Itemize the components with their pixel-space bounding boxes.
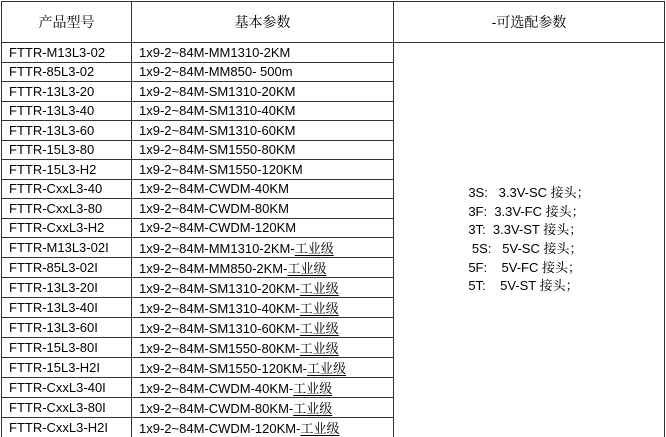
product-model-text: FTTR-CxxL3-40I (9, 380, 106, 395)
basic-params-text: 1x9-2~84M-MM1310-2KM- (139, 241, 295, 256)
optional-param-line: 3T: 3.3V-ST 接头； (468, 222, 583, 238)
product-model-cell (2, 179, 132, 199)
basic-params-text: 1x9-2~84M-SM1550-80KM- (139, 341, 300, 356)
basic-params-text: 1x9-2~84M-CWDM-40KM- (139, 381, 294, 396)
basic-params-cell (132, 358, 394, 378)
product-model-cell (2, 218, 132, 238)
product-model-cell (2, 378, 132, 398)
header-row (2, 2, 665, 43)
product-model-cell (2, 258, 132, 278)
basic-params-text: 1x9-2~84M-MM850- 500m (139, 64, 293, 80)
product-model-cell (2, 298, 132, 318)
basic-params-cell (132, 199, 394, 219)
product-model-text: FTTR-15L3-H2 (9, 161, 97, 177)
basic-params-cell (132, 101, 394, 121)
header-basic-params: 基本参数 (132, 2, 394, 43)
product-model-cell (2, 43, 132, 63)
basic-params-cell (132, 298, 394, 318)
product-model-cell (2, 82, 132, 102)
product-model-text: FTTR-CxxL3-40 (9, 181, 103, 197)
basic-params-text: 1x9-2~84M-SM1550-120KM (139, 161, 303, 177)
product-model-text: FTTR-13L3-40 (9, 103, 95, 119)
optional-param-line: 5F: 5V-FC 接头； (468, 259, 581, 275)
optional-params-cell (394, 43, 665, 437)
product-model-text: FTTR-CxxL3-H2 (9, 220, 105, 236)
basic-params-text: 1x9-2~84M-CWDM-80KM (139, 200, 289, 216)
industrial-grade-label: 工业级 (293, 401, 333, 416)
basic-params-cell (132, 121, 394, 141)
product-model-cell (2, 358, 132, 378)
product-model-text: FTTR-CxxL3-80 (9, 200, 103, 216)
product-model-text: FTTR-13L3-60I (9, 320, 98, 335)
basic-params-text: 1x9-2~84M-SM1310-20KM- (139, 281, 300, 296)
product-model-text: FTTR-13L3-40I (9, 300, 98, 315)
product-model-text: FTTR-13L3-20 (9, 83, 95, 99)
product-model-text: FTTR-13L3-60 (9, 122, 95, 138)
industrial-grade-label: 工业级 (299, 301, 339, 316)
basic-params-text: 1x9-2~84M-CWDM-80KM- (139, 401, 294, 416)
basic-params-cell (132, 418, 394, 437)
basic-params-text: 1x9-2~84M-CWDM-120KM (139, 220, 297, 236)
product-model-text: FTTR-13L3-20I (9, 280, 98, 295)
basic-params-cell (132, 398, 394, 418)
basic-params-cell (132, 82, 394, 102)
basic-params-cell (132, 278, 394, 298)
product-model-cell (2, 160, 132, 180)
basic-params-text: 1x9-2~84M-SM1310-60KM- (139, 321, 300, 336)
product-model-cell (2, 278, 132, 298)
optional-param-line: 3F: 3.3V-FC 接头； (468, 203, 585, 219)
product-model-text: FTTR-15L3-80I (9, 340, 98, 355)
basic-params-text: 1x9-2~84M-SM1310-20KM (139, 83, 296, 99)
industrial-grade-label: 工业级 (299, 321, 339, 336)
basic-params-cell (132, 179, 394, 199)
product-model-text: FTTR-CxxL3-H2I (9, 420, 108, 435)
basic-params-text: 1x9-2~84M-CWDM-40KM (139, 181, 289, 197)
industrial-grade-label: 工业级 (293, 381, 333, 396)
product-model-text: FTTR-15L3-80 (9, 142, 95, 158)
product-model-cell (2, 338, 132, 358)
optional-param-line: 3S: 3.3V-SC 接头； (468, 184, 590, 200)
optional-param-line: 5S: 5V-SC 接头； (468, 241, 583, 256)
product-model-text: FTTR-M13L3-02 (9, 44, 106, 60)
basic-params-cell (132, 160, 394, 180)
product-model-cell (2, 199, 132, 219)
basic-params-text: 1x9-2~84M-SM1310-40KM (139, 103, 296, 119)
product-model-cell (2, 318, 132, 338)
basic-params-text: 1x9-2~84M-SM1550-120KM- (139, 361, 307, 376)
industrial-grade-label: 工业级 (287, 261, 327, 276)
basic-params-cell (132, 62, 394, 82)
product-model-cell (2, 140, 132, 160)
basic-params-cell (132, 140, 394, 160)
basic-params-cell (132, 218, 394, 238)
product-spec-table (1, 1, 665, 437)
product-model-text: FTTR-15L3-H2I (9, 360, 101, 375)
product-model-cell (2, 238, 132, 258)
basic-params-text: 1x9-2~84M-CWDM-120KM- (139, 421, 301, 436)
product-model-cell (2, 398, 132, 418)
basic-params-cell (132, 238, 394, 258)
basic-params-text: 1x9-2~84M-MM850-2KM- (139, 261, 288, 276)
header-product-model: 产品型号 (2, 2, 132, 43)
optional-params-block (468, 184, 589, 296)
product-model-text: FTTR-85L3-02I (9, 260, 98, 275)
header-optional-params: -可选配参数 (394, 2, 665, 43)
table-row (2, 43, 665, 63)
product-model-text: FTTR-85L3-02 (9, 64, 95, 80)
basic-params-cell (132, 318, 394, 338)
product-model-text: FTTR-CxxL3-80I (9, 400, 106, 415)
basic-params-cell (132, 258, 394, 278)
industrial-grade-label: 工业级 (307, 361, 347, 376)
basic-params-text: 1x9-2~84M-SM1550-80KM (139, 142, 296, 158)
industrial-grade-label: 工业级 (300, 421, 340, 436)
industrial-grade-label: 工业级 (299, 341, 339, 356)
product-model-cell (2, 418, 132, 437)
industrial-grade-label: 工业级 (299, 281, 339, 296)
product-model-cell (2, 62, 132, 82)
optional-param-line: 5T: 5V-ST 接头； (468, 278, 579, 294)
basic-params-text: 1x9-2~84M-SM1310-60KM (139, 122, 296, 138)
product-model-cell (2, 101, 132, 121)
basic-params-text: 1x9-2~84M-MM1310-2KM (139, 44, 291, 60)
industrial-grade-label: 工业级 (294, 241, 334, 256)
product-model-cell (2, 121, 132, 141)
product-model-text: FTTR-M13L3-02I (9, 240, 109, 255)
basic-params-cell (132, 338, 394, 358)
basic-params-cell (132, 43, 394, 63)
basic-params-text: 1x9-2~84M-SM1310-40KM- (139, 301, 300, 316)
basic-params-cell (132, 378, 394, 398)
